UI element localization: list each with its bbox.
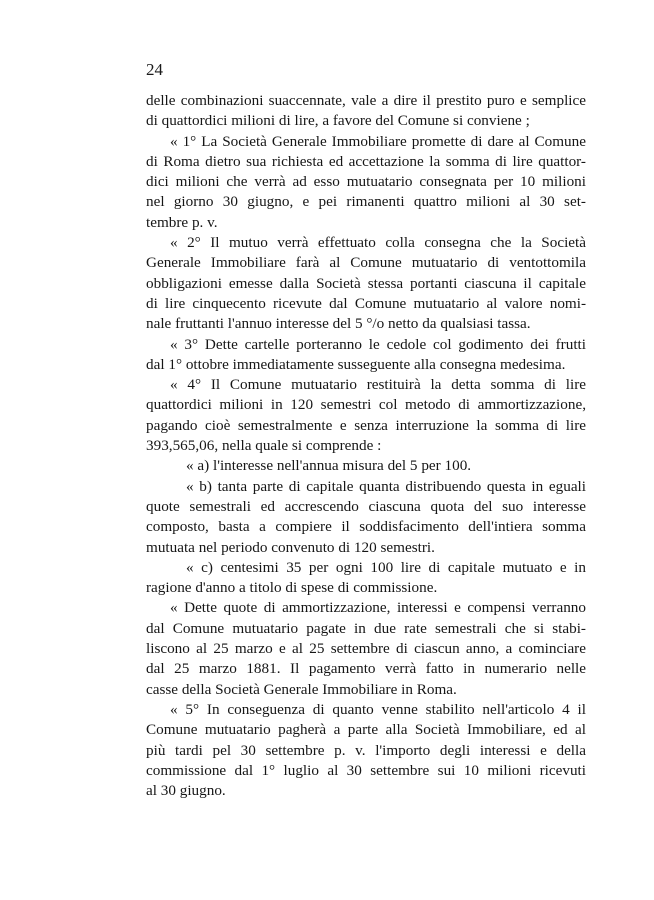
text-line: quattordici milioni in 120 semestri col metodo di ammortizzazione, (146, 396, 586, 414)
text-line: « a) l'interesse nell'annua misura del 5 per 100. (186, 457, 472, 475)
text-line: « Dette quote di ammortizzazione, interessi e compensi verranno (170, 599, 586, 617)
paragraph (146, 132, 586, 233)
paragraph (146, 233, 586, 334)
text-line: « 3° Dette cartelle porteranno le cedole col godimento dei frutti (170, 335, 586, 353)
text-line: delle combinazioni suaccennate, vale a dire il prestito puro e semplice (146, 92, 586, 109)
text-line: liscono al 25 marzo e al 25 settembre di ciascun anno, a cominciare (146, 640, 586, 658)
text-line: di lire cinquecento ricevute dal Comune mutuatario al valore nomi- (146, 294, 586, 312)
text-line: tembre p. v. (146, 213, 218, 231)
text-line: « 4° Il Comune mutuatario restituirà la detta somma di lire (170, 376, 586, 394)
text-line: Comune mutuatario pagherà a parte alla Società Immobiliare, ed al (146, 721, 586, 739)
page-number: 24 (146, 60, 163, 79)
paragraph (146, 91, 586, 132)
body-text (146, 91, 586, 801)
paragraph (146, 335, 586, 376)
text-line: commissione dal 1° luglio al 30 settembre sui 10 milioni ricevuti (146, 761, 586, 779)
paragraph (146, 477, 586, 558)
text-line: composto, basta a compiere il soddisfacimento dell'intiera somma (146, 518, 586, 536)
text-line: casse della Società Generale Immobiliare in Roma. (146, 680, 457, 698)
text-line: mutuata nel periodo convenuto di 120 semestri. (146, 538, 435, 556)
text-line: dal 25 marzo 1881. Il pagamento verrà fatto in numerario nelle (146, 660, 586, 678)
text-line: pagando cioè semestralmente e senza interruzione la somma di lire (146, 416, 586, 434)
text-line: di Roma dietro sua richiesta ed accettazione la somma di lire quattor- (146, 152, 586, 170)
text-line: Generale Immobiliare farà al Comune mutuatario di ventottomila (146, 254, 586, 272)
text-line: « 2° Il mutuo verrà effettuato colla consegna che la Società (170, 234, 586, 252)
text-line: 393,565,06, nella quale si comprende : (146, 437, 382, 455)
text-line: nel giorno 30 giugno, e pei rimanenti quattro milioni al 30 set- (146, 193, 586, 211)
text-line: « 5° In conseguenza di quanto venne stabilito nell'articolo 4 il (170, 700, 586, 718)
text-line: « c) centesimi 35 per ogni 100 lire di capitale mutuato e in (186, 558, 586, 576)
text-line: dal 1° ottobre immediatamente susseguente alla consegna medesima. (146, 355, 566, 373)
text-line: nale fruttanti l'annuo interesse del 5 °/o netto da qualsiasi tassa. (146, 315, 531, 333)
paragraph (146, 375, 586, 456)
paragraph (146, 598, 586, 699)
text-line: « 1° La Società Generale Immobiliare promette di dare al Comune (170, 132, 586, 150)
text-line: obbligazioni emesse dalla Società stessa portanti ciascuna il capitale (146, 274, 586, 292)
text-line: più tardi pel 30 settembre p. v. l'importo degli interessi e della (146, 741, 586, 759)
text-line: quote semestrali ed accrescendo ciascuna quota del suo interesse (146, 497, 586, 515)
text-line: dal Comune mutuatario pagate in due rate semestrali che si stabi- (146, 619, 586, 637)
text-line: dici milioni che verrà ad esso mutuatario consegnata per 10 milioni (146, 173, 586, 191)
text-line: di quattordici milioni di lire, a favore del Comune si conviene ; (146, 112, 530, 130)
paragraph (146, 558, 586, 599)
text-line: al 30 giugno. (146, 782, 226, 800)
paragraph (146, 700, 586, 801)
text-line: « b) tanta parte di capitale quanta distribuendo questa in eguali (186, 477, 586, 495)
text-line: ragione d'anno a titolo di spese di commissione. (146, 579, 438, 597)
paragraph (146, 456, 586, 476)
